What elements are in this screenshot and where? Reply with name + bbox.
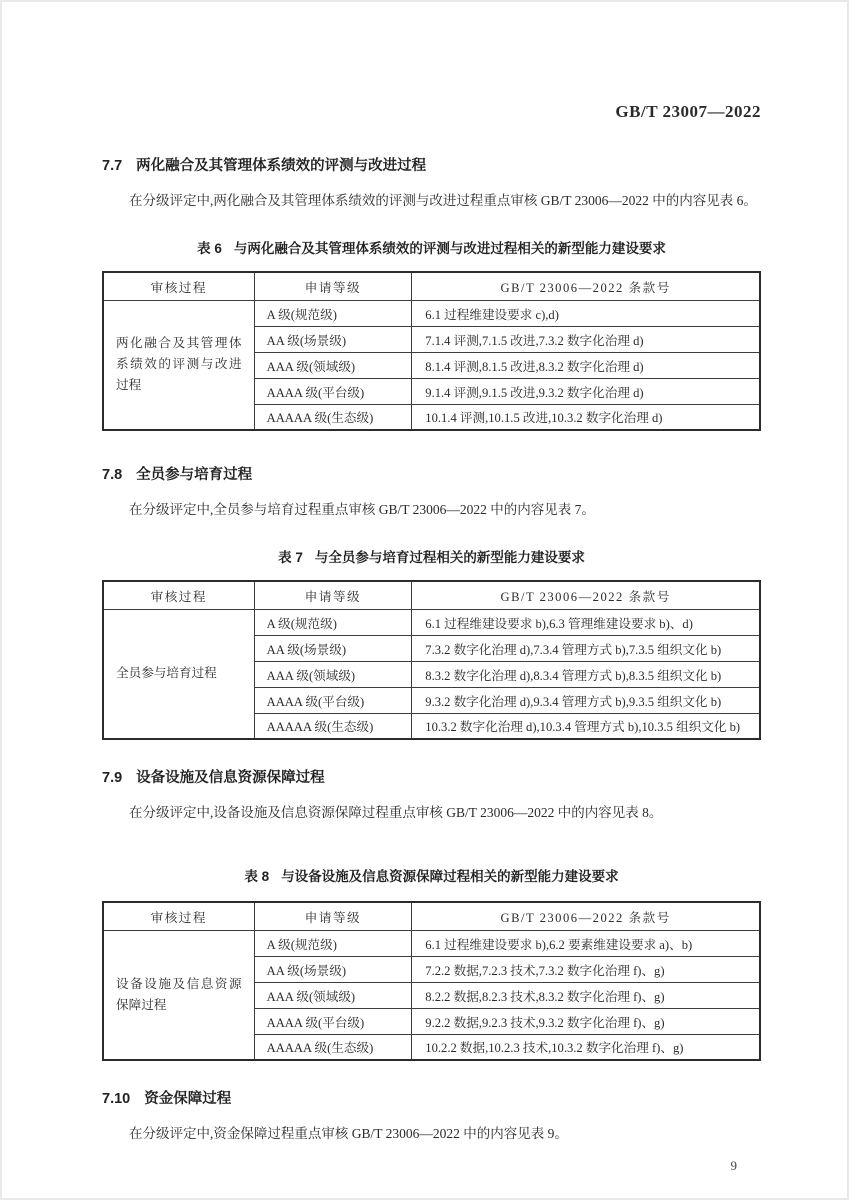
level-cell: AAA 级(领域级) (254, 982, 412, 1008)
table6-caption (102, 237, 761, 257)
section-number: 7.10 (102, 1091, 131, 1107)
section-paragraph: 在分级评定中,两化融合及其管理体系绩效的评测与改进过程重点审核 GB/T 23006—2022 中的内容见表 6。 (129, 193, 757, 208)
clause-cell: 8.2.2 数据,8.2.3 技术,8.3.2 数字化治理 f)、g) (412, 982, 760, 1008)
header-cell-process: 审核过程 (103, 902, 254, 930)
table7-caption (102, 546, 761, 566)
level-cell: AAAA 级(平台级) (254, 1008, 412, 1034)
table-header-row (103, 902, 760, 930)
section-heading-7-7 (102, 154, 761, 175)
section-paragraph: 在分级评定中,资金保障过程重点审核 GB/T 23006—2022 中的内容见表 9。 (129, 1126, 568, 1141)
clause-cell: 6.1 过程维建设要求 c),d) (412, 300, 760, 326)
header-cell-level: 申请等级 (254, 272, 412, 300)
clause-cell: 8.1.4 评测,8.1.5 改进,8.3.2 数字化治理 d) (412, 352, 760, 378)
level-cell: A 级(规范级) (254, 300, 412, 326)
clause-cell: 7.1.4 评测,7.1.5 改进,7.3.2 数字化治理 d) (412, 326, 760, 352)
table-header-row (103, 272, 760, 300)
section-number: 7.7 (102, 158, 123, 174)
level-cell: AAAAA 级(生态级) (254, 713, 412, 739)
rowheader-cell: 设备设施及信息资源保障过程 (103, 930, 254, 1060)
section-paragraph: 在分级评定中,全员参与培育过程重点审核 GB/T 23006—2022 中的内容见表 7。 (129, 502, 595, 517)
level-cell: AAAAA 级(生态级) (254, 1034, 412, 1060)
section-heading-7-9 (102, 766, 761, 787)
section-title: 资金保障过程 (144, 1091, 232, 1107)
clause-cell: 6.1 过程维建设要求 b),6.2 要素维建设要求 a)、b) (412, 930, 760, 956)
clause-cell: 8.3.2 数字化治理 d),8.3.4 管理方式 b),8.3.5 组织文化 b) (412, 661, 760, 687)
clause-cell: 6.1 过程维建设要求 b),6.3 管理维建设要求 b)、d) (412, 609, 760, 635)
header-cell-clause: GB/T 23006—2022 条款号 (412, 581, 760, 609)
table8-caption (102, 865, 761, 885)
section-heading-7-10 (102, 1087, 761, 1108)
section-title: 全员参与培育过程 (136, 467, 253, 483)
level-cell: AAAA 级(平台级) (254, 378, 412, 404)
table-header-row (103, 581, 760, 609)
table7 (102, 580, 761, 740)
level-cell: AAA 级(领域级) (254, 352, 412, 378)
level-cell: A 级(规范级) (254, 609, 412, 635)
table6-caption-label: 表 6 (197, 241, 222, 256)
clause-cell: 9.2.2 数据,9.2.3 技术,9.3.2 数字化治理 f)、g) (412, 1008, 760, 1034)
header-cell-clause: GB/T 23006—2022 条款号 (412, 902, 760, 930)
section-paragraph: 在分级评定中,设备设施及信息资源保障过程重点审核 GB/T 23006—2022 中的内容见表 8。 (129, 805, 663, 820)
clause-cell: 9.1.4 评测,9.1.5 改进,9.3.2 数字化治理 d) (412, 378, 760, 404)
table-row (103, 300, 760, 326)
header-cell-process: 审核过程 (103, 272, 254, 300)
level-cell: AA 级(场景级) (254, 635, 412, 661)
clause-cell: 9.3.2 数字化治理 d),9.3.4 管理方式 b),9.3.5 组织文化 b) (412, 687, 760, 713)
header-cell-clause: GB/T 23006—2022 条款号 (412, 272, 760, 300)
level-cell: AAAAA 级(生态级) (254, 404, 412, 430)
clause-cell: 7.2.2 数据,7.2.3 技术,7.3.2 数字化治理 f)、g) (412, 956, 760, 982)
page-content (102, 2, 761, 1174)
doc-number: GB/T 23007—2022 (615, 102, 761, 121)
page-number: 9 (730, 1158, 737, 1173)
section-number: 7.8 (102, 467, 123, 483)
table-row (103, 930, 760, 956)
table-row (103, 609, 760, 635)
table7-caption-title: 与全员参与培育过程相关的新型能力建设要求 (314, 550, 585, 565)
level-cell: AA 级(场景级) (254, 326, 412, 352)
table7-caption-label: 表 7 (278, 550, 303, 565)
header-cell-process: 审核过程 (103, 581, 254, 609)
section-number: 7.9 (102, 770, 123, 786)
header-cell-level: 申请等级 (254, 581, 412, 609)
level-cell: A 级(规范级) (254, 930, 412, 956)
rowheader-cell: 全员参与培育过程 (103, 609, 254, 739)
header-cell-level: 申请等级 (254, 902, 412, 930)
table6-caption-title: 与两化融合及其管理体系绩效的评测与改进过程相关的新型能力建设要求 (233, 241, 666, 256)
clause-cell: 7.3.2 数字化治理 d),7.3.4 管理方式 b),7.3.5 组织文化 b) (412, 635, 760, 661)
table6 (102, 271, 761, 431)
section-title: 设备设施及信息资源保障过程 (136, 770, 325, 786)
section-title: 两化融合及其管理体系绩效的评测与改进过程 (136, 158, 427, 174)
rowheader-cell: 两化融合及其管理体系绩效的评测与改进过程 (103, 300, 254, 430)
table8-caption-label: 表 8 (244, 869, 270, 884)
level-cell: AAA 级(领域级) (254, 661, 412, 687)
clause-cell: 10.2.2 数据,10.2.3 技术,10.3.2 数字化治理 f)、g) (412, 1034, 760, 1060)
section-heading-7-8 (102, 463, 761, 484)
level-cell: AA 级(场景级) (254, 956, 412, 982)
clause-cell: 10.3.2 数字化治理 d),10.3.4 管理方式 b),10.3.5 组织文化 b) (412, 713, 760, 739)
level-cell: AAAA 级(平台级) (254, 687, 412, 713)
clause-cell: 10.1.4 评测,10.1.5 改进,10.3.2 数字化治理 d) (412, 404, 760, 430)
table8 (102, 901, 761, 1061)
table8-caption-title: 与设备设施及信息资源保障过程相关的新型能力建设要求 (281, 869, 619, 884)
